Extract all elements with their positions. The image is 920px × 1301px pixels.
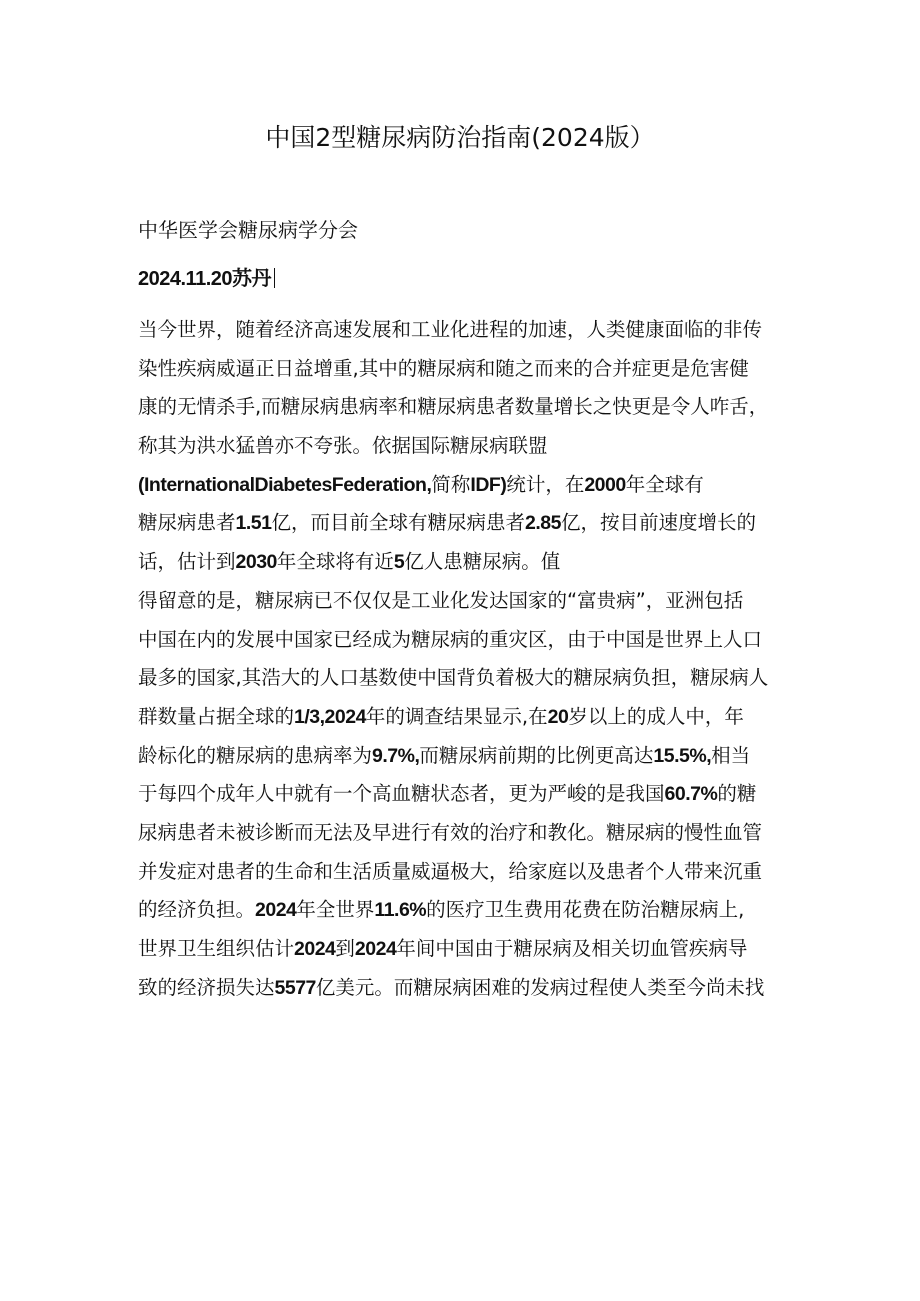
bold-text-run: 2000 <box>584 473 626 496</box>
text-line <box>138 891 788 930</box>
text-run: 年全球将有近 <box>276 550 394 574</box>
date-line <box>138 263 275 294</box>
text-line <box>138 388 788 427</box>
text-run: 年全世界 <box>296 898 375 922</box>
text-run: 最多的国家,其浩大的人口基数使中国背负着极大的糖尿病负担，糖尿病人 <box>138 666 769 690</box>
text-run: 亿美元。而糖尿病困难的发病过程使人类至今尚未找 <box>315 975 765 999</box>
text-run: 并发症对患者的生命和生活质量威逼极大，给家庭以及患者个人带来沉重 <box>138 859 763 883</box>
text-run: 亿，而目前全球有糖尿病患者 <box>271 511 525 535</box>
text-run: 岁以上的成人中，年 <box>568 704 744 728</box>
text-line <box>138 930 788 969</box>
text-run: 相当 <box>711 743 751 767</box>
text-line <box>138 350 788 389</box>
text-run: 糖尿病患者 <box>138 511 236 535</box>
text-run: 统计，在 <box>506 472 585 496</box>
bold-text-run: 11.6% <box>374 899 427 922</box>
bold-text-run: IDF) <box>470 473 507 496</box>
text-run: 年全球有 <box>625 472 704 496</box>
text-run: 染性疾病威逼正日益增重,其中的糖尿病和随之而来的合并症更是危害健 <box>138 356 749 380</box>
text-run: 话，估计到 <box>138 550 236 574</box>
text-line <box>138 582 788 621</box>
text-run: 龄标化的糖尿病的患病率为 <box>138 743 373 767</box>
bold-text-run: 5577 <box>274 976 316 999</box>
text-line <box>138 621 788 660</box>
text-line <box>138 311 788 350</box>
text-line <box>138 698 788 737</box>
text-run: 得留意的是，糖尿病已不仅仅是工业化发达国家的“富贵病”，亚洲包括 <box>138 588 744 612</box>
text-run: 年间中国由于糖尿病及相关切血管疾病导 <box>396 937 748 960</box>
text-line <box>138 969 788 1008</box>
text-run: 当今世界，随着经济高速发展和工业化进程的加速，人类健康面临的非传 <box>138 318 763 341</box>
text-line <box>138 543 788 582</box>
bold-text-run: 60.7% <box>664 783 718 806</box>
text-run: 而糖尿病前期的比例更高达 <box>419 743 654 767</box>
bold-text-run: 1/3,2024 <box>294 705 366 728</box>
text-run: 亿人患糖尿病。值 <box>404 550 561 574</box>
text-run: 亿，按目前速度增长的 <box>560 511 756 535</box>
text-run: 的糖 <box>717 782 757 806</box>
date-text: 2024.11.20苏丹 <box>138 268 271 290</box>
text-run: 于每四个成年人中就有一个高血糖状态者，更为严峻的是我国 <box>138 782 665 806</box>
bold-text-run: 1.51 <box>235 512 272 535</box>
bold-text-run: 2024 <box>354 938 397 960</box>
text-run: 称其为洪水猛兽亦不夸张。依据国际糖尿病联盟 <box>138 434 548 458</box>
bold-text-run: 15.5%, <box>653 744 712 767</box>
text-line <box>138 814 788 853</box>
bold-text-run: 2024 <box>294 938 336 960</box>
text-run: 康的无情杀手,而糖尿病患病率和糖尿病患者数量增长之快更是令人咋舌， <box>138 395 769 419</box>
text-run: 尿病患者未被诊断而无法及早进行有效的治疗和教化。糖尿病的慢性血管 <box>138 820 763 844</box>
bold-text-run: 2024 <box>255 899 297 922</box>
text-run: 的医疗卫生费用花费在防治糖尿病上, <box>426 898 745 922</box>
text-run: 的经济负担。 <box>138 898 256 922</box>
text-run: 年的调查结果显示,在 <box>365 704 548 728</box>
bold-text-run: 2030 <box>235 551 277 574</box>
text-line <box>138 659 788 698</box>
text-line <box>138 427 788 466</box>
document-title: 中国2型糖尿病防治指南(2024版） <box>265 123 655 152</box>
author-line: 中华医学会糖尿病学分会 <box>138 218 358 242</box>
text-line <box>138 775 788 814</box>
text-run: 世界卫生组织估计 <box>138 937 295 960</box>
body-paragraph <box>138 311 788 1007</box>
bold-text-run: (InternationalDiabetesFederation, <box>138 473 432 496</box>
bold-text-run: 5 <box>393 551 405 574</box>
text-run: 简称 <box>431 472 471 496</box>
text-line <box>138 504 788 543</box>
text-run: 群数量占据全球的 <box>138 704 295 728</box>
bold-text-run: 20 <box>547 705 569 728</box>
text-run: 到 <box>335 937 355 960</box>
text-run: 致的经济损失达 <box>138 975 275 999</box>
text-run: 中国在内的发展中国家已经成为糖尿病的重灾区，由于中国是世界上人口 <box>138 627 763 651</box>
text-cursor <box>274 268 275 288</box>
text-line <box>138 466 788 505</box>
bold-text-run: 2.85 <box>524 512 561 535</box>
text-line <box>138 737 788 776</box>
text-line <box>138 853 788 892</box>
bold-text-run: 9.7%, <box>372 744 420 767</box>
